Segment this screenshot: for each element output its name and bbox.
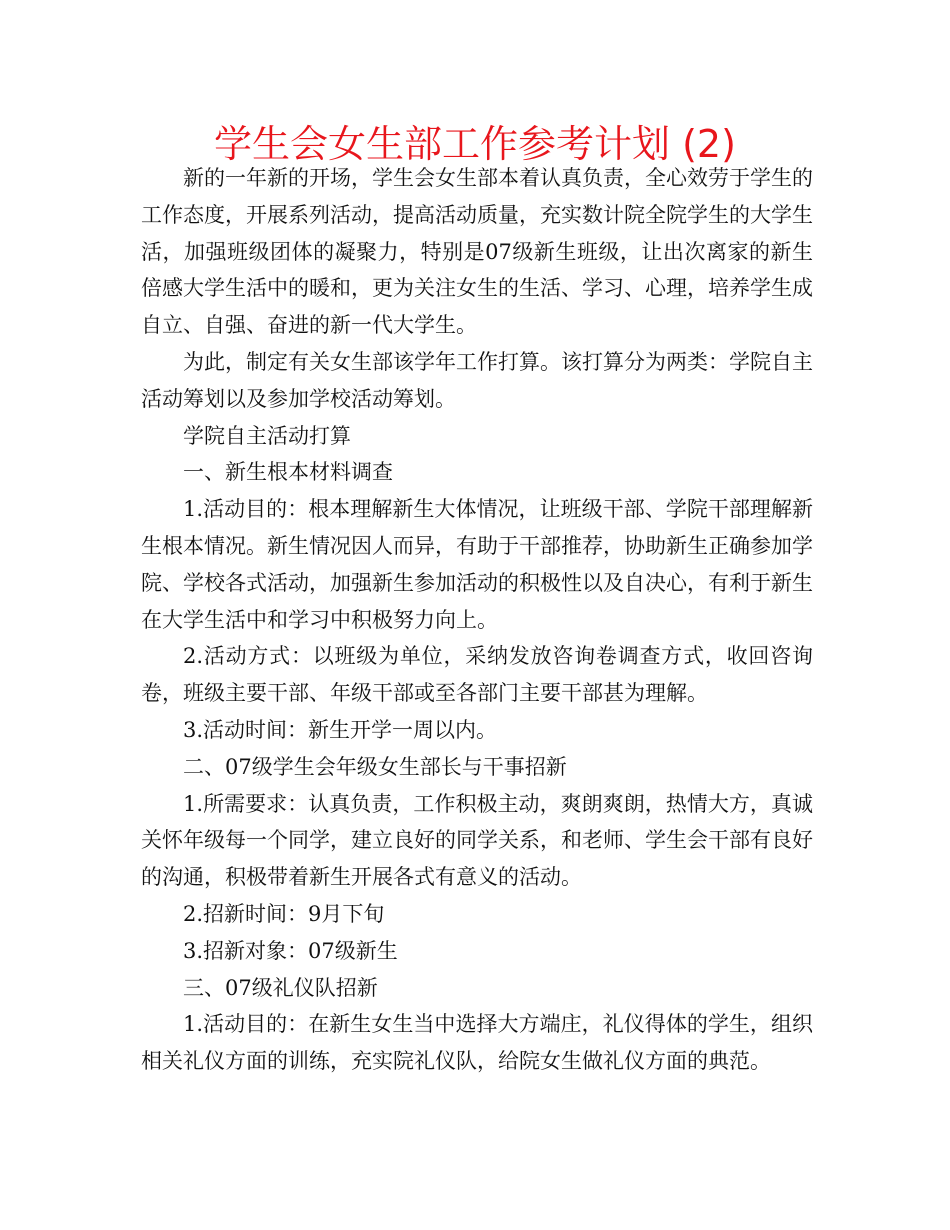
paragraph: 1.活动目的：根本理解新生大体情况，让班级干部、学院干部理解新生根本情况。新生情况因人而异，有助于干部推荐，协助新生正确参加学院、学校各式活动，加强新生参加活动的积极性以及自决心，有利于新生在大学生活中和学习中积极努力向上。 [141, 497, 813, 632]
paragraph: 3.招新对象：07级新生 [183, 938, 398, 963]
paragraph: 为此，制定有关女生部该学年工作打算。该打算分为两类：学院自主活动筹划以及参加学校活动筹划。 [141, 349, 813, 411]
paragraph: 2.活动方式：以班级为单位，采纳发放咨询卷调查方式，收回咨询卷，班级主要干部、年级干部或至各部门主要干部甚为理解。 [141, 644, 813, 706]
section-heading: 一、新生根本材料调查 [183, 460, 393, 485]
document-body [141, 160, 813, 1080]
paragraph: 3.活动时间：新生开学一周以内。 [183, 717, 498, 742]
section-heading: 三、07级礼仪队招新 [183, 975, 378, 1000]
paragraph: 新的一年新的开场，学生会女生部本着认真负责，全心效劳于学生的工作态度，开展系列活动，提高活动质量，充实数计院全院学生的大学生活，加强班级团体的凝聚力，特别是07级新生班级，让出次离家的新生倍感大学生活中的暖和，更为关注女生的生活、学习、心理，培养学生成自立、自强、奋进的新一代大学生。 [141, 166, 813, 338]
paragraph: 2.招新时间：9月下旬 [183, 901, 385, 926]
paragraph: 1.所需要求：认真负责，工作积极主动，爽朗爽朗，热情大方，真诚关怀年级每一个同学，建立良好的同学关系，和老师、学生会干部有良好的沟通，积极带着新生开展各式有意义的活动。 [141, 791, 813, 890]
paragraph: 1.活动目的：在新生女生当中选择大方端庄，礼仪得体的学生，组织相关礼仪方面的训练，充实院礼仪队，给院女生做礼仪方面的典范。 [141, 1012, 813, 1074]
section-heading: 二、07级学生会年级女生部长与干事招新 [183, 754, 567, 779]
section-heading: 学院自主活动打算 [183, 423, 351, 448]
document-title: 学生会女生部工作参考计划 (2) [214, 122, 736, 166]
